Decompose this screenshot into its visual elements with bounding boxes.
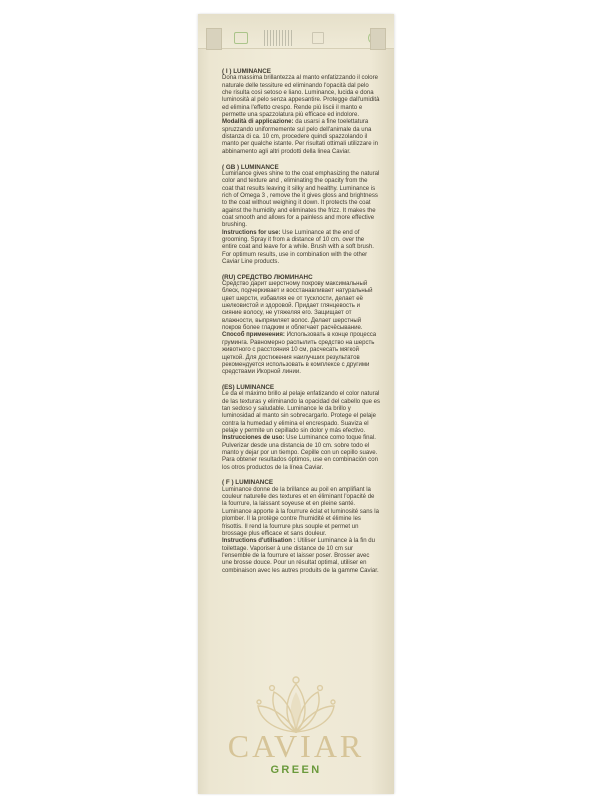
caviar-green-logo	[198, 672, 394, 794]
section-body: Luminance gives shine to the coat emphasizing the natural color and texture and , eliminating the opacity from the coat that results leaving it silky and healthy. Luminance is rich of Omega 3 , remove the it gives gloss and brightness to the coat without weighing it down. It protects the coat against the humidity and eliminates the frizz. It makes the coat smooth and allows for a painless and more effective brushing.	[222, 170, 380, 229]
section-it	[222, 68, 380, 156]
line-wordmark: GREEN	[270, 764, 322, 776]
section-heading: ( I ) LUMINANCE	[222, 68, 271, 75]
right-flap	[370, 28, 386, 50]
left-flap	[206, 28, 222, 50]
section-fr	[222, 479, 380, 574]
section-heading: (ES) LUMINANCE	[222, 383, 275, 391]
mandala-emblem-icon	[256, 672, 336, 734]
section-body: Dona massima brillantezza al manto enfatizzando il colore naturale delle tessiture ed eliminando l'opacità dal pelo che risulta così setoso e liano. Luminance, lucida e dona luminosità al pelo senza appesantire. Protegge dall'umidità ed elimina l'effetto crespo. Rende più liscii il manto e permette una spazzolatura più efficace ed indolore.	[222, 75, 380, 119]
section-instructions	[222, 230, 380, 267]
barcode	[264, 30, 294, 46]
instructions-label: Способ применения:	[222, 332, 285, 339]
instructions-label: Instructions for use:	[222, 229, 281, 236]
section-body: Luminance donne de la brillance au poil en amplifiant la couleur naturelle des textures et en éliminant l'opacité de la fourrure, la laissant soyeuse et en pleine santé. Luminance apporte à la fourrure éclat et luminosité sans la plomber. Il la protège contre l'humidité et élimine les frisottis. Il rend la fourrure plus souple et permet un brossage plus efficace et sans douleur.	[222, 486, 379, 537]
section-ru	[222, 274, 380, 377]
section-instructions	[222, 119, 380, 156]
brand-wordmark: CAVIAR	[227, 728, 365, 764]
section-instructions	[222, 538, 380, 575]
section-body: Le da el máximo brillo al pelaje enfatizando el color natural de las texturas y eliminando la opacidad del cabello que es tan sedoso y saludable. Luminance le da brillo y luminosidad al manto sin sobrecargarlo. Protege el pelaje contra la humedad y elimina el encrespado. Suaviza el pelaje y permite un cepillado sin dolor y más efectivo.	[222, 391, 380, 434]
section-es	[222, 384, 380, 472]
section-heading: ( GB ) LUMINANCE	[222, 163, 279, 171]
section-gb	[222, 164, 380, 267]
instructions-label: Instrucciones de uso:	[222, 435, 285, 442]
section-instructions	[222, 332, 380, 376]
green-logo-mark	[234, 32, 248, 44]
box-top-flap	[198, 14, 394, 49]
section-heading: ( F ) LUMINANCE	[222, 479, 274, 487]
instructions-text: da usarsi a fine toelettatura spruzzando uniformemente sul pelo dell'animale da una distanza di ca. 10 cm, procedere quindi spazzolando il manto per qualche istante. Per risultati ottimali utilizzare in abbinamento agli altri prodotti della linea Caviar.	[222, 119, 378, 155]
instructions-text: Использовать в конце процесса груминга. Равномерно распылить средство на шерсть животного с расстояния 10 см, расчесать мягкой щеткой. Для достижения наилучших результатов рекомендуется использовать в комплексе с другими средствами Икорной линии.	[222, 332, 377, 376]
instructions-label: Modalità di applicazione:	[222, 119, 294, 126]
lot-stamp	[312, 32, 324, 44]
label-text-panel	[222, 68, 380, 582]
section-heading: (RU) СРЕДСТВО ЛЮМИНАНС	[222, 273, 313, 281]
instructions-text: Utiliser Luminance à la fin du toilettage. Vaporiser à une distance de 10 cm sur l'ensemble de la fourrure et laisser poser. Brosser avec une brosse douce. Pour un résultat optimal, utiliser en combinaison avec les autres produits de la gamme Caviar.	[222, 538, 379, 574]
section-instructions	[222, 435, 380, 472]
instructions-text: Use Luminance como toque final. Pulverizar desde una distancia de 10 cm. sobre todo el manto y dejar por un tiempo. Cepille con un cepillo suave. Para obtener resultados óptimos, use en combinación con los otros productos de la línea Caviar.	[222, 435, 378, 471]
instructions-label: Instructions d'utilisation :	[222, 538, 296, 545]
section-body: Средство дарит шерстному покрову максимальный блеск, подчеркивает и восстанавливает натуральный цвет шерсти, избавляя ее от тусклости, делает её шелковистой и здоровой. Придает глянцевость и сияние волосу, не утяжеляя его. Защищает от влажности, выпрямляет волос. Делает шерстный покров более гладким и облегчает расчёсывание.	[222, 281, 373, 332]
instructions-text: Use Luminance at the end of grooming. Spray it from a distance of 10 cm. over the entire coat and leave for a while. Brush with a soft brush. For optimum results, use in combination with the other Caviar Line products.	[222, 229, 374, 265]
